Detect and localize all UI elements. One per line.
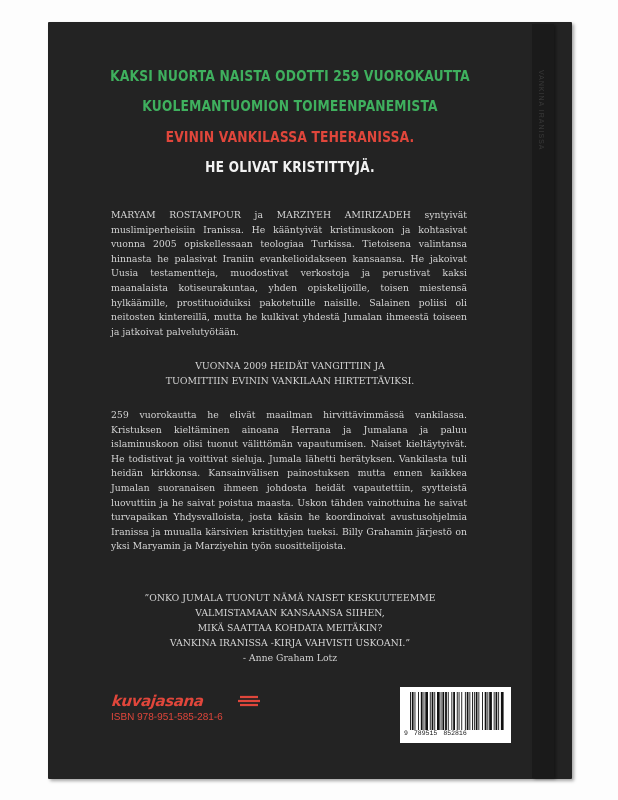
barcode-bar <box>457 692 458 730</box>
quote-line-2: VALMISTAMAAN KANSAANSA SIIHEN, <box>195 608 385 619</box>
quote-line-1: ”ONKO JUMALA TUONUT NÄMÄ NAISET KESKUUTEEMME <box>144 593 436 604</box>
publisher-wave-icon <box>238 694 260 708</box>
barcode-bar <box>472 692 473 730</box>
barcode-bar <box>412 692 414 730</box>
barcode-number <box>404 730 508 737</box>
barcode-digit-first: 9 <box>404 730 408 737</box>
barcode-bar <box>482 692 483 730</box>
barcode-bar <box>445 692 447 730</box>
barcode-bar <box>459 692 460 730</box>
publisher-logo: kuvajasana <box>111 692 205 710</box>
quote-attribution: - Anne Graham Lotz <box>242 653 338 664</box>
barcode <box>400 687 511 743</box>
barcode-bar <box>432 692 434 730</box>
barcode-bar <box>418 692 419 730</box>
barcode-bar <box>489 692 492 730</box>
spine-title: VANKINA IRANISSA <box>537 70 544 151</box>
barcode-bar <box>434 692 435 730</box>
barcode-bar <box>448 692 449 730</box>
barcode-group-2: 852816 <box>443 730 467 737</box>
barcode-bar <box>425 692 428 730</box>
barcode-bar <box>465 692 466 730</box>
barcode-bar <box>467 692 469 730</box>
barcode-bar <box>421 692 423 730</box>
barcode-group-1: 789515 <box>413 730 438 737</box>
barcode-bar <box>424 692 425 730</box>
barcode-bar <box>494 692 495 730</box>
barcode-bar <box>476 692 478 730</box>
barcode-bar <box>437 692 440 730</box>
barcode-bar <box>441 692 442 730</box>
barcode-bar <box>485 692 487 730</box>
barcode-bars <box>408 692 504 730</box>
caps-statement <box>100 359 480 389</box>
caps-statement-line-1: VUONNA 2009 HEIDÄT VANGITTIIN JA <box>195 361 385 372</box>
headline-line-4: HE OLIVAT KRISTITTYJÄ. <box>205 158 375 176</box>
barcode-bar <box>430 692 431 730</box>
isbn-text: ISBN 978-951-585-281-6 <box>111 712 223 723</box>
headline-line-1: KAKSI NUORTA NAISTA ODOTTI 259 VUOROKAUTTA <box>110 67 470 85</box>
caps-statement-line-2: TUOMITTIIN EVININ VANKILAAN HIRTETTÄVIKSI. <box>165 376 415 387</box>
barcode-bar <box>469 692 470 730</box>
barcode-bar <box>415 692 416 730</box>
barcode-bar <box>453 692 455 730</box>
headline-line-3: EVININ VANKILASSA TEHERANISSA. <box>165 128 415 146</box>
body-paragraph-1: MARYAM ROSTAMPOUR ja MARZIYEH AMIRIZADEH syntyivät muslimiperheisiin Iranissa. He kääntyivät kristinuskoon ja kohtasivat vuonna 2005 opiskellessaan teologiaa Turkissa. Tietoisena valintansa hinnasta he palasivat Iraniin evankelioidakseen kansaansa. He jakoivat Uusia testamentteja, muodostivat verkostoja ja perustivat kaksi maanalaista kotiseurakuntaa, yhden opiskelijoille, toisen miestensä hylkäämille, prostituoiduiksi pakotetuille naisille. Salainen poliisi oli neitosten kintereillä, mutta he kulkivat yhdestä Jumalan ihmeestä toiseen ja jatkoivat palvelutyötään. <box>111 210 467 338</box>
quote-line-3: MIKÄ SAATTAA KOHDATA MEITÄKIN? <box>197 623 383 634</box>
barcode-bar <box>496 692 498 730</box>
barcode-bar <box>461 692 462 730</box>
barcode-bar <box>498 692 499 730</box>
barcode-bar <box>501 692 504 730</box>
barcode-bar <box>410 692 411 730</box>
headline-line-2: KUOLEMANTUOMION TOIMEENPANEMISTA <box>142 97 438 115</box>
barcode-bar <box>478 692 479 730</box>
quote-line-4: VANKINA IRANISSA -KIRJA VAHVISTI USKOANI.” <box>169 638 411 649</box>
endorsement-quote <box>100 591 480 666</box>
barcode-bar <box>487 692 488 730</box>
barcode-bar <box>442 692 444 730</box>
body-paragraph-2: 259 vuorokautta he elivät maailman hirvittävimmässä vankilassa. Kristuksen kieltäminen ainoana Herrana ja Jumalana ja paluu islaminuskoon olisi tuonut välittömän vapautumisen. Naiset kieltäytyivät. He todistivat ja voittivat sieluja. Jumala lähetti herätyksen. Vankilasta tuli heidän kirkkonsa. Kansainvälisen painostuksen mutta ennen kaikkea Jumalan suoranaisen ihmeen johdosta heidät vapautettiin, syytteistä luovuttiin ja he saivat poistua maasta. Uskon tähden vainottuina he saivat turvapaikan Yhdysvalloista, josta käsin he koordinoivat avustusohjelmia Iranissa ja muualla kärsivien kristittyjen tueksi. Billy Grahamin järjestö on yksi Maryamin ja Marziyehin työn suosittelijoista. <box>111 410 467 553</box>
barcode-bar <box>451 692 452 730</box>
barcode-bar <box>474 692 475 730</box>
